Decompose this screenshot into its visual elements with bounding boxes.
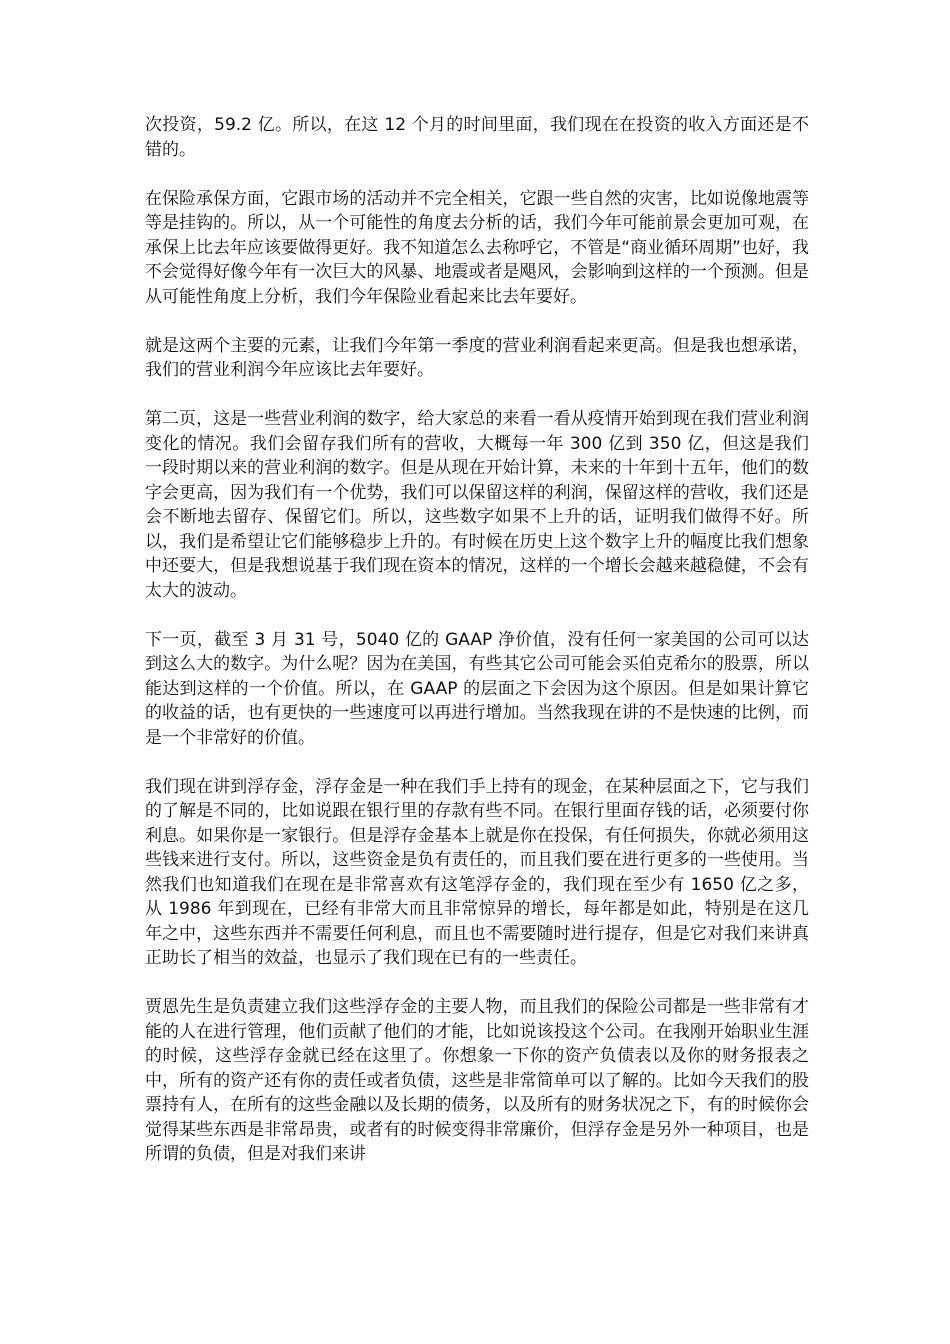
paragraph-insurance-underwriting: 在保险承保方面，它跟市场的活动并不完全相关，它跟一些自然的灾害，比如说像地震等等是挂钩的。所以，从一个可能性的角度去分析的话，我们今年可能前景会更加可观，在承保上比去年应该要做得更好。我不知道怎么去称呼它，不管是“商业循环周期”也好，我不会觉得好像今年有一次巨大的风暴、地震或者是飓风，会影响到这样的一个预测。但是从可能性角度上分析，我们今年保险业看起来比去年要好。: [145, 188, 809, 307]
paragraph-jain: 贾恩先生是负责建立我们这些浮存金的主要人物，而且我们的保险公司都是一些非常有才能的人在进行管理，他们贡献了他们的才能，比如说该投这个公司。在我刚开始职业生涯的时候，这些浮存金就已经在这里了。你想象一下你的资产负债表以及你的财务报表之中，所有的资产还有你的责任或者负债，这些是非常简单可以了解的。比如今天我们的股票持有人，在所有的这些金融以及长期的债务，以及所有的财务状况之下，有的时候你会觉得某些东西是非常昂贵，或者有的时候变得非常廉价，但浮存金是另外一种项目，也是所谓的负债，但是对我们来讲: [145, 997, 809, 1164]
paragraph-gaap-net-worth: 下一页，截至 3 月 31 号，5040 亿的 GAAP 净价值，没有任何一家美国的公司可以达到这么大的数字。为什么呢？因为在美国，有些其它公司可能会买伯克希尔的股票，所以能达到这样的一个价值。所以，在 GAAP 的层面之下会因为这个原因。但是如果计算它的收益的话，也有更快的一些速度可以再进行增加。当然我现在讲的不是快速的比例，而是一个非常好的价值。: [145, 629, 809, 748]
paragraph-page-two: 第二页，这是一些营业利润的数字，给大家总的来看一看从疫情开始到现在我们营业利润变化的情况。我们会留存我们所有的营收，大概每一年 300 亿到 350 亿，但这是我们一段时期以来的营业利润的数字。但是从现在开始计算，未来的十年到十五年，他们的数字会更高，因为我们有一个优势，我们可以保留这样的利润，保留这样的营收，我们还是会不断地去留存、保留它们。所以，这些数字如果不上升的话，证明我们做得不好。所以，我们是希望让它们能够稳步上升的。有时候在历史上这个数字上升的幅度比我们想象中还要大，但是我想说基于我们现在资本的情况，这样的一个增长会越来越稳健，不会有太大的波动。: [145, 409, 809, 601]
paragraph-investment-income: 次投资，59.2 亿。所以，在这 12 个月的时间里面，我们现在在投资的收入方面还是不错的。: [145, 115, 809, 160]
paragraph-float: 我们现在讲到浮存金，浮存金是一种在我们手上持有的现金，在某种层面之下，它与我们的了解是不同的，比如说跟在银行里的存款有些不同。在银行里面存钱的话，必须要付你利息。如果你是一家银行。但是浮存金基本上就是你在投保，有任何损失，你就必须用这些钱来进行支付。所以，这些资金是负有责任的，而且我们要在进行更多的一些使用。当然我们也知道我们在现在是非常喜欢有这笔浮存金的，我们现在至少有 1650 亿之多，从 1986 年到现在，已经有非常大而且非常惊异的增长，每年都是如此，特别是在这几年之中，这些东西并不需要任何利息，而且也不需要随时进行提存，但是它对我们来讲真正助长了相当的效益，也显示了我们现在已有的一些责任。: [145, 776, 809, 968]
document-page: [145, 113, 809, 1191]
paragraph-operating-profit: 就是这两个主要的元素，让我们今年第一季度的营业利润看起来更高。但是我也想承诺，我们的营业利润今年应该比去年要好。: [145, 335, 809, 380]
